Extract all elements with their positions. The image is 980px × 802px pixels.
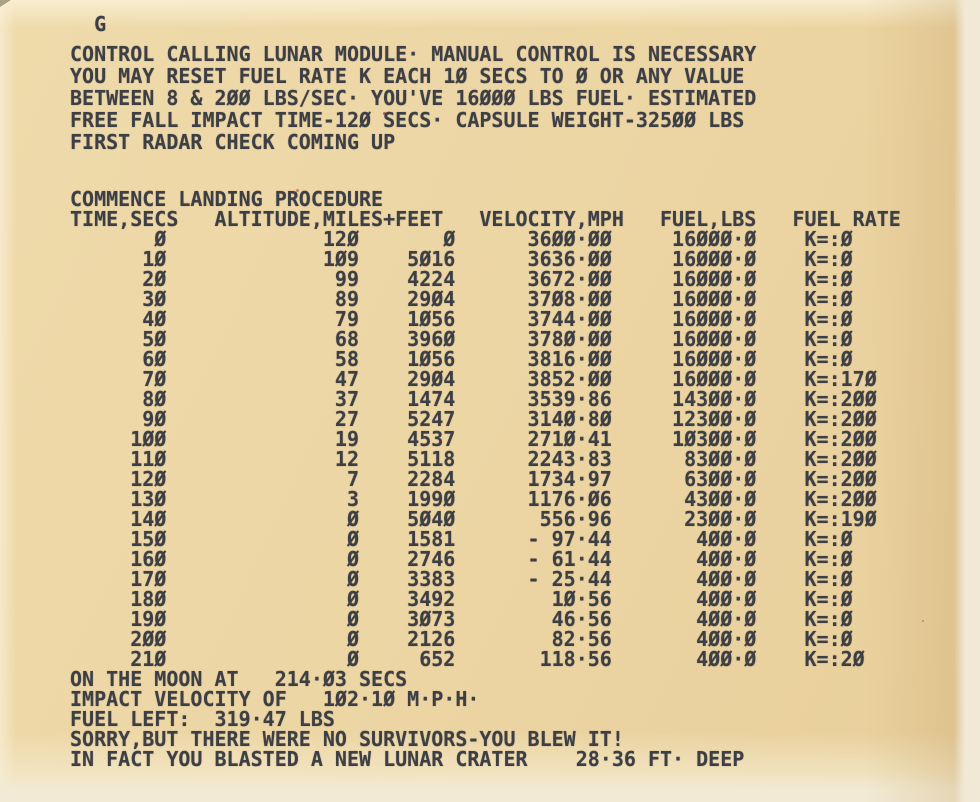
briefing-line: YOU MAY RESET FUEL RATE K EACH 1Ø SECS TO Ø OR ANY VALUE [70, 64, 745, 88]
briefing-line: FIRST RADAR CHECK COMING UP [70, 130, 396, 154]
landing-telemetry-table [70, 189, 901, 669]
landing-result [70, 669, 901, 769]
result-line-crater-depth: IN FACT YOU BLASTED A NEW LUNAR CRATER 28·36 FT· DEEP [70, 747, 745, 771]
table-row: 16Ø Ø 2746 - 61·44 4ØØ·Ø K=:Ø [70, 547, 853, 571]
table-row: 2Ø 99 4224 3672·ØØ 16ØØØ·Ø K=:Ø [70, 267, 853, 291]
paper-speck [922, 620, 924, 622]
section-title: COMMENCE LANDING PROCEDURE [70, 187, 384, 211]
table-row: 4Ø 79 1Ø56 3744·ØØ 16ØØØ·Ø K=:Ø [70, 307, 853, 331]
table-row: 3Ø 89 29Ø4 37Ø8·ØØ 16ØØØ·Ø K=:Ø [70, 287, 853, 311]
table-row: 2ØØ Ø 2126 82·56 4ØØ·Ø K=:Ø [70, 627, 853, 651]
table-row: 12Ø 7 2284 1734·97 63ØØ·Ø K=:2ØØ [70, 467, 877, 491]
user-input-echo: G [94, 12, 107, 36]
table-row: 6Ø 58 1Ø56 3816·ØØ 16ØØØ·Ø K=:Ø [70, 347, 853, 371]
table-row: 15Ø Ø 1581 - 97·44 4ØØ·Ø K=:Ø [70, 527, 853, 551]
table-row: 1Ø 1Ø9 5Ø16 3636·ØØ 16ØØØ·Ø K=:Ø [70, 247, 853, 271]
teletype-session [70, 13, 901, 769]
table-row: 7Ø 47 29Ø4 3852·ØØ 16ØØØ·Ø K=:17Ø [70, 367, 877, 391]
mission-briefing [70, 43, 901, 153]
paper-corner-mark [0, 0, 11, 7]
briefing-line: FREE FALL IMPACT TIME-12Ø SECS· CAPSULE WEIGHT-325ØØ LBS [70, 108, 745, 132]
result-line-no-survivors: SORRY,BUT THERE WERE NO SURVIVORS-YOU BLEW IT! [70, 727, 624, 751]
table-row: 9Ø 27 5247 314Ø·8Ø 123ØØ·Ø K=:2ØØ [70, 407, 877, 431]
table-row: 5Ø 68 396Ø 378Ø·ØØ 16ØØØ·Ø K=:Ø [70, 327, 853, 351]
table-rows [70, 229, 901, 669]
briefing-line: CONTROL CALLING LUNAR MODULE· MANUAL CONTROL IS NECESSARY [70, 42, 757, 66]
table-row: 11Ø 12 5118 2243·83 83ØØ·Ø K=:2ØØ [70, 447, 877, 471]
table-row: 21Ø Ø 652 118·56 4ØØ·Ø K=:2Ø [70, 647, 865, 671]
result-line-fuel-left: FUEL LEFT: 319·47 LBS [70, 707, 335, 731]
result-line-impact-velocity: IMPACT VELOCITY OF 1Ø2·1Ø M·P·H· [70, 687, 480, 711]
briefing-line: BETWEEN 8 & 2ØØ LBS/SEC· YOU'VE 16ØØØ LBS FUEL· ESTIMATED [70, 86, 757, 110]
table-row: 1ØØ 19 4537 271Ø·41 1Ø3ØØ·Ø K=:2ØØ [70, 427, 877, 451]
table-row: 19Ø Ø 3Ø73 46·56 4ØØ·Ø K=:Ø [70, 607, 853, 631]
table-row: 13Ø 3 199Ø 1176·Ø6 43ØØ·Ø K=:2ØØ [70, 487, 877, 511]
table-header: TIME,SECS ALTITUDE,MILES+FEET VELOCITY,MPH FUEL,LBS FUEL RATE [70, 207, 901, 231]
table-row: 8Ø 37 1474 3539·86 143ØØ·Ø K=:2ØØ [70, 387, 877, 411]
table-row: Ø 12Ø Ø 36ØØ·ØØ 16ØØØ·Ø K=:Ø [70, 227, 853, 251]
table-row: 14Ø Ø 5Ø4Ø 556·96 23ØØ·Ø K=:19Ø [70, 507, 877, 531]
result-line-touchdown-time: ON THE MOON AT 214·Ø3 SECS [70, 667, 408, 691]
table-row: 17Ø Ø 3383 - 25·44 4ØØ·Ø K=:Ø [70, 567, 853, 591]
table-row: 18Ø Ø 3492 1Ø·56 4ØØ·Ø K=:Ø [70, 587, 853, 611]
